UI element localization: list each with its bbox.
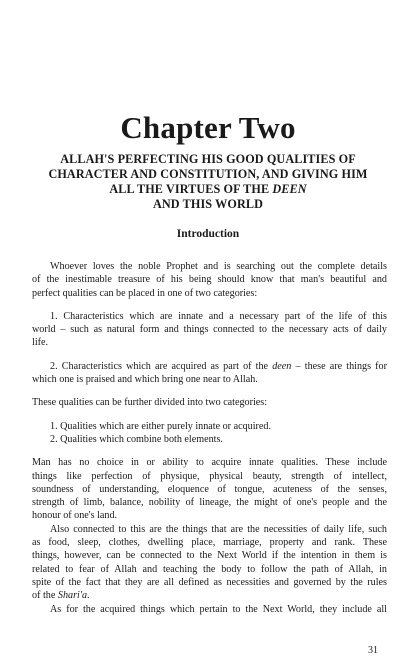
paragraph: Whoever loves the noble Prophet and is searching out the complete details of the inestimable treasure of his being should know that man's beautiful and perfect qualities can be placed in one of two categories: — [32, 261, 387, 299]
chapter-subtitle — [40, 152, 376, 212]
paragraph: As for the acquired things which pertain to the Next World, they include all — [50, 603, 387, 615]
body-text — [32, 260, 387, 616]
subtitle-line: AND THIS WORLD — [153, 197, 263, 211]
emphasis: deen — [272, 360, 292, 372]
page-number: 31 — [368, 645, 378, 656]
subtitle-line: ALLAH'S PERFECTING HIS GOOD QUALITIES OF — [60, 152, 356, 166]
section-heading: Introduction — [176, 228, 240, 240]
chapter-title: Chapter Two — [120, 110, 296, 145]
subtitle-line: ALL THE VIRTUES OF THE DEEN — [109, 182, 307, 196]
paragraph: 1. Qualities which are either purely innate or acquired. 2. Qualities which combine both elements. — [50, 420, 271, 445]
paragraph: Man has no choice in or ability to acquire innate qualities. These include things like perfection of physique, physical beauty, strength of intellect, soundness of understanding, eloquence of tongue, acuteness of the senses, strength of limb, balance, nobility of lineage, the might of one's people and the honour of one's land. — [32, 457, 387, 522]
paragraph: 1. Characteristics which are innate and a necessary part of the life of this world – such as natural form and things connected to the necessary acts of daily life. — [32, 310, 387, 349]
subtitle-line: CHARACTER AND CONSTITUTION, AND GIVING HIM — [48, 167, 368, 181]
paragraph: 2. Characteristics which are acquired as part of the deen – these are things for which one is praised and which bring one near to Allah. — [32, 360, 387, 386]
emphasis: Shari'a — [57, 590, 88, 602]
paragraph: These qualities can be further divided into two categories: — [32, 397, 268, 409]
paragraph: Also connected to this are the things that are the necessities of daily life, such as food, sleep, clothes, dwelling place, marriage, property and rank. These things, however, can be connected to the Next World if the intention in them is related to fear of Allah and teaching the body to follow the path of Allah, in spite of the fact that they are all defined as necessities and governed by the rules of the Shari'a. — [32, 523, 387, 602]
subtitle-emphasis: DEEN — [272, 182, 307, 196]
